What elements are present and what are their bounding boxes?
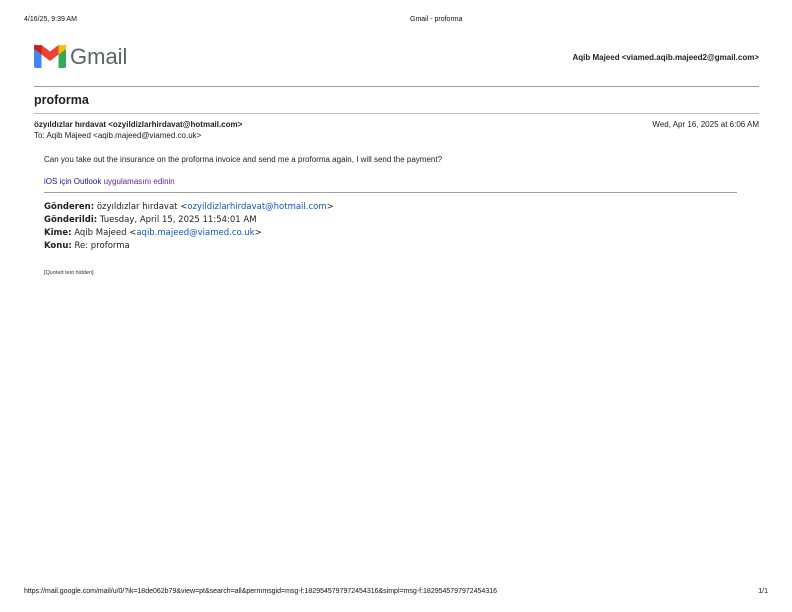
quoted-text-toggle[interactable]: [Quoted text hidden]: [44, 270, 94, 276]
outlook-link[interactable]: iOS için Outlook: [44, 177, 102, 186]
message-to: To: Aqib Majeed <aqib.majeed@viamed.co.uk>: [34, 131, 202, 140]
forward-subject-value: Re: proforma: [74, 241, 130, 251]
divider-subject: [34, 113, 759, 114]
message-from: özyıldızlar hırdavat <ozyildizlarhirdavat@hotmail.com>: [34, 120, 243, 129]
forward-sender-label: Gönderen:: [44, 202, 95, 212]
account-label: Aqib Majeed <viamed.aqib.majeed2@gmail.com>: [572, 53, 759, 62]
outlook-line: [44, 177, 175, 186]
forward-sender-name: özyıldızlar hırdavat <: [96, 202, 188, 212]
forward-sender-close: >: [326, 202, 334, 212]
forward-subject: [44, 241, 130, 251]
gmail-wordmark: Gmail: [70, 44, 128, 69]
forward-sender: [44, 202, 334, 212]
print-datetime: 4/16/25, 9:39 AM: [24, 16, 77, 23]
email-subject: proforma: [34, 93, 89, 107]
gmail-logo: [34, 44, 134, 70]
forward-to-close: >: [254, 228, 262, 238]
gmail-m-icon: [34, 44, 66, 68]
message-date: Wed, Apr 16, 2025 at 6:06 AM: [652, 120, 759, 129]
forward-sender-email[interactable]: ozyildizlarhirdavat@hotmail.com: [187, 202, 327, 212]
print-page-number: 1/1: [758, 588, 768, 595]
forward-to-label: Kime:: [44, 228, 72, 238]
print-page-title: Gmail - proforma: [410, 16, 463, 23]
outlook-link-rest[interactable]: uygulamasını edinin: [103, 177, 175, 186]
forward-to-name: Aqib Majeed <: [74, 228, 137, 238]
forward-to: [44, 228, 262, 238]
print-url: https://mail.google.com/mail/u/0/?ik=18de062b79&view=pt&search=all&permmsgid=msg-f:1829545797972454316&simpl=msg-f:1829545797972454316: [24, 588, 498, 595]
message-body: Can you take out the insurance on the proforma invoice and send me a proforma again, I will send the payment?: [44, 155, 443, 164]
forward-sent-label: Gönderildi:: [44, 215, 98, 225]
forward-sent: [44, 215, 257, 225]
forward-sent-value: Tuesday, April 15, 2025 11:54:01 AM: [99, 215, 257, 225]
forward-subject-label: Konu:: [44, 241, 72, 251]
divider-top: [34, 86, 759, 87]
divider-forward: [44, 192, 737, 193]
forward-to-email[interactable]: aqib.majeed@viamed.co.uk: [136, 228, 255, 238]
